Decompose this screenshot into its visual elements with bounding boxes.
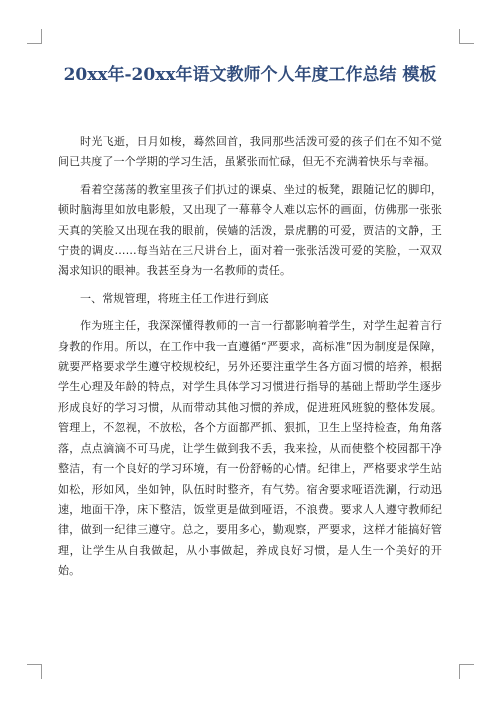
document-title: 20xx年-20xx年语文教师个人年度工作总结 模板	[63, 65, 437, 85]
crop-mark-top-right	[459, 29, 474, 44]
crop-mark-bottom-right	[459, 664, 474, 679]
document-body	[58, 132, 442, 589]
crop-mark-bottom-left	[27, 664, 42, 679]
paragraph-class-management: 作为班主任，我深深懂得教师的一言一行都影响着学生，对学生起着言行身教的作用。所以，在工作中我一直遵循“严要求，高标准”因为制度是保障，就要严格要求学生遵守校规校纪，另外还要注重学生各方面习惯的培养，根据学生心理及年龄的特点，对学生具体学习习惯进行指导的基础上帮助学生逐步形成良好的学习习惯，从而带动其他习惯的养成，促进班风班貌的整体发展。管理上，不忽视，不放松，各个方面都严抓、狠抓，卫生上坚持检查，角角落落，点点滴滴不可马虎，让学生做到我不丢，我来捡，从而使整个校园都干净整洁，有一个良好的学习环境，有一份舒畅的心情。纪律上，严格要求学生站如松，形如风，坐如钟，队伍时时整齐，有气势。宿舍要求哑语洗涮，行动迅速，地面干净，床下整洁，饭堂更是做到哑语，不浪费。要求人人遵守教师纪律，做到一纪律三遵守。总之，要用多心，勤观察，严要求，这样才能搞好管理，让学生从自我做起，从小事做起，养成良好习惯，是人生一个美好的开始。	[58, 319, 442, 578]
paragraph-memories: 看着空荡荡的教室里孩子们扒过的课桌、坐过的板凳，跟随记忆的脚印，顿时脑海里如放电影般，又出现了一幕幕令人难以忘怀的画面，仿佛那一张张天真的笑脸又出现在我的眼前，侯嫱的活泼，景虎鹏的可爱，贾洁的文静，王宁贵的调皮……每当站在三尺讲台上，面对着一张张活泼可爱的笑脸，一双双渴求知识的眼神。我甚至身为一名教师的责任。	[58, 182, 442, 278]
crop-mark-top-left	[27, 29, 42, 44]
section-heading-routine-management: 一、常规管理，将班主任工作进行到底	[80, 291, 269, 305]
paragraph-intro: 时光飞逝，日月如梭，蓦然回首，我同那些活泼可爱的孩子们在不知不觉间已共度了一个学期的学习生活，虽紧张而忙碌，但无不充满着快乐与幸福。	[58, 135, 442, 169]
